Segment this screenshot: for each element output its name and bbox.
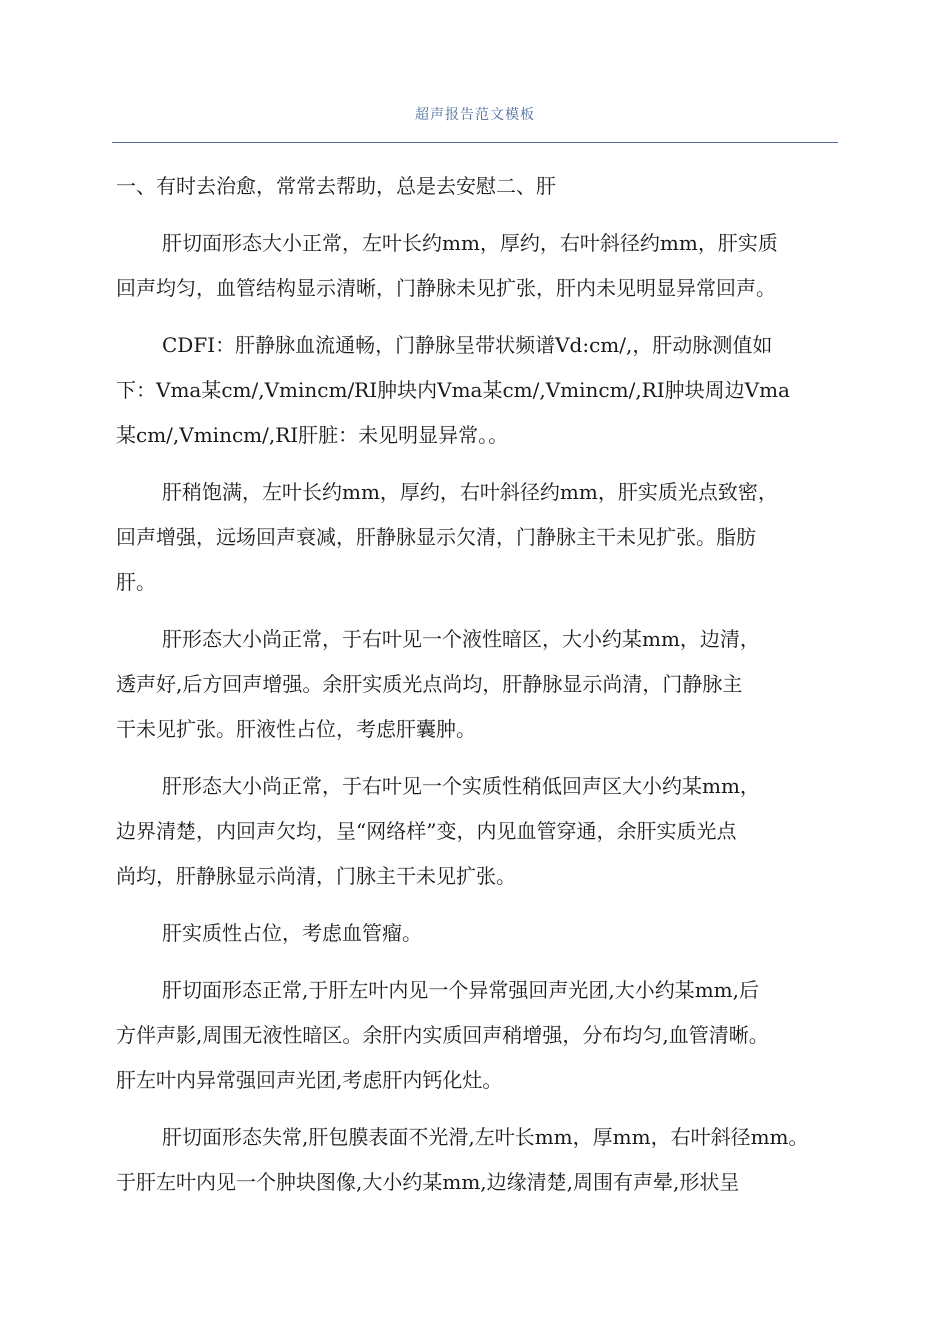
paragraph-normal-liver: 肝切面形态大小正常，左叶长约mm，厚约，右叶斜径约mm，肝实质 回声均匀，血管结构显示清晰，门静脉未见扩张，肝内未见明显异常回声。: [116, 231, 778, 300]
paragraph-liver-cyst: 肝形态大小尚正常，于右叶见一个液性暗区，大小约某mm，边清， 透声好,后方回声增强。余肝实质光点尚均，肝静脉显示尚清，门静脉主 干未见扩张。肝液性占位，考虑肝囊肿。: [116, 627, 760, 741]
paragraph-hemangioma-conclusion: 肝实质性占位，考虑血管瘤。: [162, 921, 422, 945]
paragraph-cdfi: CDFI：肝静脉血流通畅，门静脉呈带状频谱Vd:cm/,，肝动脉测值如 下：Vma某cm/,Vmincm/RI肿块内Vma某cm/,Vmincm/,RI肿块周边Vma 某cm/,Vmincm/,RI肝脏：未见明显异常。。: [116, 333, 790, 447]
document-header-title: 超声报告范文模板: [415, 107, 535, 123]
paragraph-fatty-liver: 肝稍饱满，左叶长约mm，厚约，右叶斜径约mm，肝实质光点致密， 回声增强，远场回声衰减，肝静脉显示欠清，门静脉主干未见扩张。脂肪 肝。: [116, 480, 778, 594]
header-divider: [112, 142, 838, 143]
paragraph-liver-mass: 肝切面形态失常,肝包膜表面不光滑,左叶长mm，厚mm，右叶斜径mm。 于肝左叶内见一个肿块图像,大小约某mm,边缘清楚,周围有声晕,形状呈: [116, 1125, 809, 1194]
paragraph-calcification: 肝切面形态正常,于肝左叶内见一个异常强回声光团,大小约某mm,后 方伴声影,周围无液性暗区。余肝内实质回声稍增强，分布均匀,血管清晰。 肝左叶内异常强回声光团,考虑肝内钙化灶。: [116, 978, 769, 1092]
section-heading: 一、有时去治愈，常常去帮助，总是去安慰二、肝: [116, 174, 556, 198]
paragraph-hemangioma-findings: 肝形态大小尚正常，于右叶见一个实质性稍低回声区大小约某mm， 边界清楚，内回声欠均，呈“网络样”变，内见血管穿通，余肝实质光点 尚均，肝静脉显示尚清，门脉主干未见扩张。: [116, 774, 760, 888]
document-body: [116, 164, 846, 1217]
